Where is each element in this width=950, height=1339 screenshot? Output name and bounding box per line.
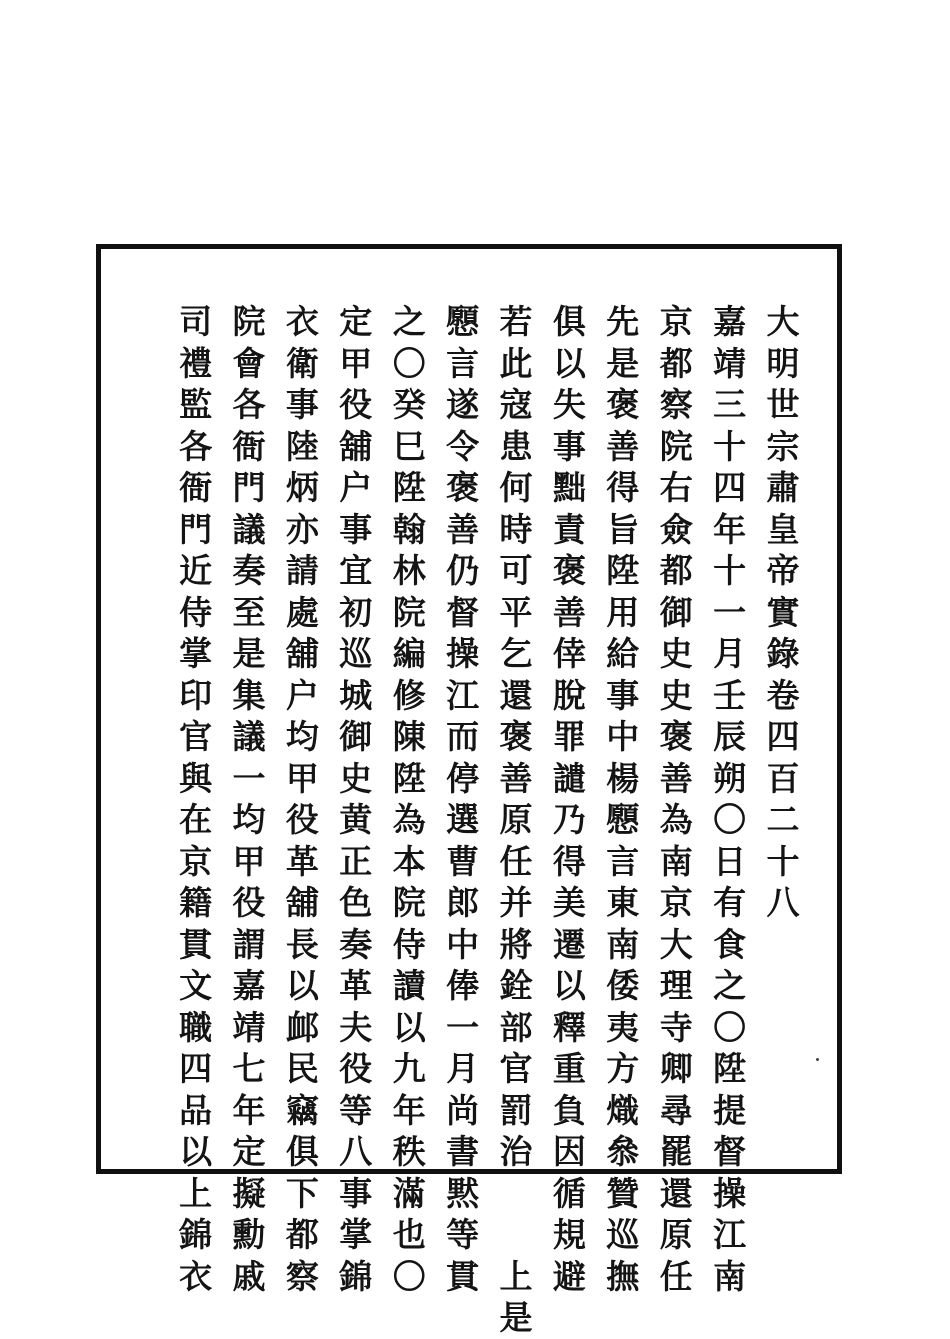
glyph: 規 — [552, 1215, 586, 1254]
glyph: 炳 — [285, 468, 319, 507]
glyph: 世 — [766, 385, 800, 424]
glyph: 會 — [232, 343, 266, 383]
glyph: 與 — [179, 758, 213, 798]
glyph: 修 — [392, 675, 426, 715]
glyph: 御 — [659, 592, 693, 632]
glyph: 陞 — [392, 468, 426, 507]
glyph: 罷 — [659, 1132, 693, 1171]
glyph: 〇 — [392, 1256, 426, 1296]
glyph: 靖 — [232, 1007, 266, 1047]
glyph: 東 — [606, 883, 640, 922]
glyph: 美 — [552, 883, 586, 922]
glyph: 以 — [552, 343, 586, 383]
glyph: 十 — [713, 426, 747, 466]
glyph: 䘏 — [285, 1007, 319, 1047]
glyph: 各 — [232, 385, 266, 424]
glyph: 戚 — [232, 1256, 266, 1296]
glyph: 役 — [339, 1049, 373, 1088]
glyph: 事 — [339, 1173, 373, 1213]
text-column — [170, 301, 222, 1297]
glyph: 京 — [659, 883, 693, 922]
glyph: 是 — [606, 343, 640, 383]
glyph: 江 — [713, 1215, 747, 1254]
glyph: 脫 — [552, 675, 586, 715]
glyph: 得 — [552, 841, 586, 881]
glyph: 均 — [232, 800, 266, 839]
glyph: 一 — [232, 758, 266, 798]
glyph: 七 — [232, 1049, 266, 1088]
glyph: 革 — [285, 841, 319, 881]
glyph: 滿 — [392, 1173, 426, 1213]
glyph: 正 — [339, 841, 373, 881]
glyph: 僉 — [659, 509, 693, 549]
glyph: 都 — [659, 551, 693, 590]
glyph: 上 — [499, 1256, 533, 1296]
glyph: 貫 — [446, 1256, 480, 1296]
text-column — [330, 301, 382, 1297]
glyph: 言 — [606, 841, 640, 881]
glyph: 曹 — [446, 841, 480, 881]
glyph: 月 — [713, 634, 747, 673]
text-column — [597, 301, 649, 1297]
glyph: 察 — [659, 385, 693, 424]
glyph: 〇 — [713, 1007, 747, 1047]
glyph: 撫 — [606, 1256, 640, 1296]
glyph: 秩 — [392, 1132, 426, 1171]
glyph: 侍 — [179, 592, 213, 632]
glyph: 給 — [606, 634, 640, 673]
glyph: 陸 — [285, 426, 319, 466]
glyph: 熾 — [606, 1090, 640, 1130]
glyph: 亦 — [285, 509, 319, 549]
glyph: 是 — [499, 1298, 533, 1337]
glyph: 理 — [659, 966, 693, 1005]
glyph: 將 — [499, 924, 533, 964]
glyph: 原 — [499, 800, 533, 839]
glyph: 户 — [285, 675, 319, 715]
glyph: 色 — [339, 883, 373, 922]
glyph: 循 — [552, 1173, 586, 1213]
glyph: 朔 — [713, 758, 747, 798]
glyph: 史 — [339, 758, 373, 798]
glyph: 巡 — [339, 634, 373, 673]
glyph: 錦 — [179, 1215, 213, 1254]
glyph: 一 — [446, 1007, 480, 1047]
glyph: 四 — [766, 717, 800, 756]
glyph: 請 — [285, 551, 319, 590]
text-column — [383, 301, 435, 1297]
glyph: 四 — [179, 1049, 213, 1088]
glyph: 長 — [285, 924, 319, 964]
glyph: 京 — [659, 302, 693, 341]
glyph: 陞 — [392, 758, 426, 798]
glyph: 贊 — [606, 1173, 640, 1213]
glyph: 黜 — [552, 468, 586, 507]
glyph: 卿 — [659, 1049, 693, 1088]
glyph: 此 — [499, 343, 533, 383]
glyph: 褒 — [552, 551, 586, 590]
glyph: 皇 — [766, 509, 800, 549]
glyph: 叅 — [606, 1132, 640, 1171]
text-column — [650, 301, 702, 1297]
glyph: 嘉 — [713, 302, 747, 341]
glyph: 陞 — [606, 551, 640, 590]
glyph: 寺 — [659, 1007, 693, 1047]
glyph: 定 — [232, 1132, 266, 1171]
glyph: 江 — [446, 675, 480, 715]
glyph: 可 — [499, 551, 533, 590]
glyph: 院 — [392, 592, 426, 632]
glyph: 宜 — [339, 551, 373, 590]
glyph: 事 — [552, 426, 586, 466]
glyph: 舖 — [285, 883, 319, 922]
glyph: 甲 — [339, 343, 373, 383]
glyph: 事 — [606, 675, 640, 715]
glyph: 竊 — [285, 1090, 319, 1130]
glyph: 督 — [446, 592, 480, 632]
glyph: 有 — [713, 883, 747, 922]
glyph: 明 — [766, 343, 800, 383]
glyph: 等 — [339, 1090, 373, 1130]
glyph: 印 — [179, 675, 213, 715]
glyph: 負 — [552, 1090, 586, 1130]
glyph: 等 — [446, 1215, 480, 1254]
glyph: 巡 — [606, 1215, 640, 1254]
glyph: 𢥧 — [606, 800, 640, 839]
glyph: 役 — [232, 883, 266, 922]
glyph: 褒 — [499, 717, 533, 756]
glyph: 辰 — [713, 717, 747, 756]
glyph: 禮 — [179, 343, 213, 383]
glyph: 平 — [499, 592, 533, 632]
glyph: 仍 — [446, 551, 480, 590]
glyph: 十 — [766, 841, 800, 881]
glyph: 衙 — [232, 426, 266, 466]
glyph: 任 — [659, 1256, 693, 1296]
glyph: 乞 — [499, 634, 533, 673]
glyph: 責 — [552, 509, 586, 549]
text-column — [276, 301, 328, 1297]
glyph: 翰 — [392, 509, 426, 549]
glyph: 均 — [285, 717, 319, 756]
glyph: 壬 — [713, 675, 747, 715]
glyph: 〇 — [392, 343, 426, 383]
glyph: 年 — [713, 509, 747, 549]
glyph: 大 — [659, 924, 693, 964]
glyph: 大 — [766, 302, 800, 341]
glyph: 任 — [499, 841, 533, 881]
glyph: 褒 — [606, 385, 640, 424]
glyph: 奏 — [339, 924, 373, 964]
text-column — [437, 301, 489, 1297]
glyph: 提 — [713, 1090, 747, 1130]
glyph: 衣 — [285, 302, 319, 341]
glyph: 文 — [179, 966, 213, 1005]
glyph: 貫 — [179, 924, 213, 964]
glyph: 奏 — [232, 551, 266, 590]
glyph: 令 — [446, 426, 480, 466]
glyph: 言 — [446, 343, 480, 383]
glyph: 而 — [446, 717, 480, 756]
glyph: 事 — [339, 509, 373, 549]
glyph: 旨 — [606, 509, 640, 549]
glyph: 京 — [179, 841, 213, 881]
glyph: 八 — [766, 883, 800, 922]
glyph: 還 — [499, 675, 533, 715]
glyph: 俱 — [285, 1132, 319, 1171]
glyph: 初 — [339, 592, 373, 632]
glyph: 本 — [392, 841, 426, 881]
glyph: 并 — [499, 883, 533, 922]
text-column — [543, 301, 595, 1297]
glyph: 善 — [606, 426, 640, 466]
text-column — [490, 301, 542, 1339]
glyph: 遂 — [446, 385, 480, 424]
glyph: 革 — [339, 966, 373, 1005]
glyph: 品 — [179, 1090, 213, 1130]
glyph: 舖 — [339, 426, 373, 466]
glyph: 十 — [713, 551, 747, 590]
glyph: 舖 — [285, 634, 319, 673]
glyph: 侍 — [392, 924, 426, 964]
glyph: 善 — [499, 758, 533, 798]
glyph: 二 — [766, 800, 800, 839]
glyph: 善 — [659, 758, 693, 798]
glyph: 因 — [552, 1132, 586, 1171]
glyph: 黙 — [446, 1173, 480, 1213]
glyph: 院 — [232, 302, 266, 341]
glyph: 以 — [285, 966, 319, 1005]
glyph: 户 — [339, 468, 373, 507]
glyph: 為 — [659, 800, 693, 839]
glyph: 編 — [392, 634, 426, 673]
glyph: 肅 — [766, 468, 800, 507]
glyph: 譴 — [552, 758, 586, 798]
glyph: 若 — [499, 302, 533, 341]
glyph: 九 — [392, 1049, 426, 1088]
glyph: 都 — [659, 343, 693, 383]
glyph: 右 — [659, 468, 693, 507]
glyph: 用 — [606, 592, 640, 632]
glyph: 察 — [285, 1256, 319, 1296]
glyph: 事 — [285, 385, 319, 424]
glyph: 四 — [713, 468, 747, 507]
glyph: 夷 — [606, 1007, 640, 1047]
glyph: 先 — [606, 302, 640, 341]
glyph: 夫 — [339, 1007, 373, 1047]
glyph: 擬 — [232, 1173, 266, 1213]
glyph: 下 — [285, 1173, 319, 1213]
glyph: 議 — [232, 717, 266, 756]
glyph: 遷 — [552, 924, 586, 964]
glyph: 銓 — [499, 966, 533, 1005]
glyph: 各 — [179, 426, 213, 466]
glyph: 食 — [713, 924, 747, 964]
glyph: 衙 — [179, 468, 213, 507]
glyph: 官 — [179, 717, 213, 756]
glyph: 也 — [392, 1215, 426, 1254]
glyph: 甲 — [232, 841, 266, 881]
glyph: 三 — [713, 385, 747, 424]
glyph: 時 — [499, 509, 533, 549]
glyph: 掌 — [179, 634, 213, 673]
glyph: 百 — [766, 758, 800, 798]
glyph: 是 — [232, 634, 266, 673]
glyph: 都 — [285, 1215, 319, 1254]
glyph: 善 — [552, 592, 586, 632]
glyph: 𢥧 — [446, 302, 480, 341]
glyph: 史 — [659, 634, 693, 673]
glyph: 俱 — [552, 302, 586, 341]
glyph: 操 — [713, 1173, 747, 1213]
glyph: 罪 — [552, 717, 586, 756]
glyph: 甲 — [285, 758, 319, 798]
glyph: 南 — [713, 1256, 747, 1296]
glyph: 中 — [446, 924, 480, 964]
glyph: 避 — [552, 1256, 586, 1296]
glyph: 門 — [232, 468, 266, 507]
glyph: 林 — [392, 551, 426, 590]
glyph: 中 — [606, 717, 640, 756]
glyph: 黄 — [339, 800, 373, 839]
glyph: 失 — [552, 385, 586, 424]
glyph: 讀 — [392, 966, 426, 1005]
glyph: 倖 — [552, 634, 586, 673]
glyph: 集 — [232, 675, 266, 715]
glyph: 癸 — [392, 385, 426, 424]
glyph: 日 — [713, 841, 747, 881]
glyph: 為 — [392, 800, 426, 839]
glyph: 役 — [339, 385, 373, 424]
glyph: 嘉 — [232, 966, 266, 1005]
glyph: 陳 — [392, 717, 426, 756]
glyph: 年 — [392, 1090, 426, 1130]
glyph: 乃 — [552, 800, 586, 839]
glyph: 還 — [659, 1173, 693, 1213]
glyph: 議 — [232, 509, 266, 549]
glyph: 以 — [179, 1132, 213, 1171]
glyph: 一 — [713, 592, 747, 632]
glyph: 何 — [499, 468, 533, 507]
glyph: 罰 — [499, 1090, 533, 1130]
glyph: 謂 — [232, 924, 266, 964]
glyph: 之 — [713, 966, 747, 1005]
glyph: 掌 — [339, 1215, 373, 1254]
glyph: 監 — [179, 385, 213, 424]
glyph: 上 — [179, 1173, 213, 1213]
text-body — [101, 249, 837, 1337]
glyph: 院 — [659, 426, 693, 466]
text-column — [704, 301, 756, 1297]
glyph: 楊 — [606, 758, 640, 798]
glyph: 倭 — [606, 966, 640, 1005]
glyph: 靖 — [713, 343, 747, 383]
glyph: 卷 — [766, 675, 800, 715]
glyph: 門 — [179, 509, 213, 549]
glyph: 籍 — [179, 883, 213, 922]
glyph: 寇 — [499, 385, 533, 424]
glyph: 月 — [446, 1049, 480, 1088]
glyph: 院 — [392, 883, 426, 922]
glyph: 年 — [232, 1090, 266, 1130]
glyph: 尚 — [446, 1090, 480, 1130]
glyph: 勳 — [232, 1215, 266, 1254]
glyph: 近 — [179, 551, 213, 590]
glyph: 治 — [499, 1132, 533, 1171]
glyph: 患 — [499, 426, 533, 466]
glyph: 以 — [552, 966, 586, 1005]
glyph: 部 — [499, 1007, 533, 1047]
glyph: 史 — [659, 675, 693, 715]
glyph: 停 — [446, 758, 480, 798]
glyph: 方 — [606, 1049, 640, 1088]
glyph: 衣 — [179, 1256, 213, 1296]
glyph: 帝 — [766, 551, 800, 590]
text-column — [223, 301, 275, 1297]
glyph: 得 — [606, 468, 640, 507]
glyph: 至 — [232, 592, 266, 632]
glyph: 巳 — [392, 426, 426, 466]
glyph: 城 — [339, 675, 373, 715]
glyph: 俸 — [446, 966, 480, 1005]
glyph: 職 — [179, 1007, 213, 1047]
title-column — [757, 301, 809, 924]
glyph: 原 — [659, 1215, 693, 1254]
glyph: 錄 — [766, 634, 800, 673]
glyph: 司 — [179, 302, 213, 341]
glyph: 處 — [285, 592, 319, 632]
glyph: 御 — [339, 717, 373, 756]
glyph: 民 — [285, 1049, 319, 1088]
glyph: 選 — [446, 800, 480, 839]
glyph: 善 — [446, 509, 480, 549]
glyph: 操 — [446, 634, 480, 673]
glyph: 褒 — [446, 468, 480, 507]
glyph: 錦 — [339, 1256, 373, 1296]
glyph: 釋 — [552, 1007, 586, 1047]
glyph: 〇 — [713, 800, 747, 839]
glyph: 書 — [446, 1132, 480, 1171]
glyph: 陞 — [713, 1049, 747, 1088]
glyph: 定 — [339, 302, 373, 341]
glyph: 實 — [766, 592, 800, 632]
stray-dot — [816, 1058, 819, 1061]
glyph: 南 — [659, 841, 693, 881]
glyph: 褒 — [659, 717, 693, 756]
glyph: 重 — [552, 1049, 586, 1088]
glyph: 南 — [606, 924, 640, 964]
glyph: 八 — [339, 1132, 373, 1171]
glyph: 尋 — [659, 1090, 693, 1130]
glyph: 在 — [179, 800, 213, 839]
glyph: 督 — [713, 1132, 747, 1171]
glyph: 官 — [499, 1049, 533, 1088]
glyph: 役 — [285, 800, 319, 839]
glyph: 衛 — [285, 343, 319, 383]
glyph: 之 — [392, 302, 426, 341]
page-frame — [96, 244, 842, 1337]
glyph: 以 — [392, 1007, 426, 1047]
glyph: 郎 — [446, 883, 480, 922]
glyph: 宗 — [766, 426, 800, 466]
